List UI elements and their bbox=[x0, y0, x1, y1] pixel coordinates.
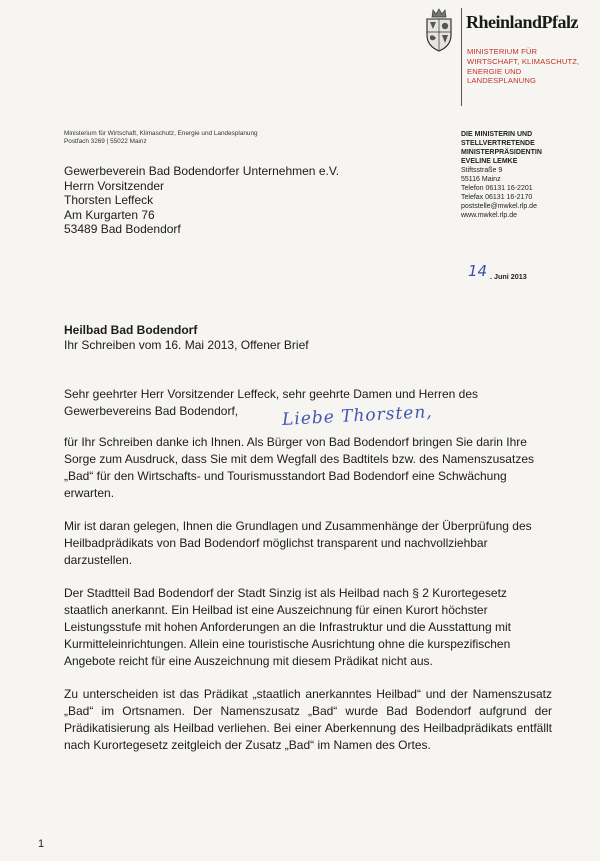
recipient-line: Thorsten Leffeck bbox=[64, 193, 154, 208]
recipient-line: 53489 Bad Bodendorf bbox=[64, 222, 181, 237]
recipient-line: Gewerbeverein Bad Bodendorfer Unternehmen e.V. bbox=[64, 164, 340, 178]
sender-name: Ministerium für Wirtschaft, Klimaschutz, Energie und Landesplanung bbox=[64, 130, 258, 137]
ministry-line: LANDESPLANUNG bbox=[467, 76, 537, 86]
body-paragraph: Zu unterscheiden ist das Prädikat „staatlich anerkanntes Heilbad“ und der Namenszusatz „Bad“ im Ortsnamen. Der Namenszusatz „Bad“ wurde Bad Bodendorf aufgrund der Prädikatisierung als Heilbad verliehen. Bei einer Aberkennung des Heilbadprädikats entfällt nach Kurortegesetz zeitgleich der Zusatz „Bad“ im Namen des Ortes. bbox=[64, 687, 552, 752]
contact-title-line: MINISTERPRÄSIDENTIN bbox=[461, 149, 542, 156]
body-paragraph: für Ihr Schreiben danke ich Ihnen. Als Bürger von Bad Bodendorf bringen Sie darin Ihre Sorge zum Ausdruck, dass Sie mit dem Wegfall des Badtitels bzw. des Namenszusatzes „Bad“ für den Wirtschafts- und Tourismusstandort Bad Bodendorf eine Schwächung erwarten. bbox=[64, 435, 534, 500]
handwritten-greeting: Liebe Thorsten, bbox=[281, 402, 434, 430]
contact-title-line: STELLVERTRETENDE bbox=[461, 140, 535, 147]
letter-subject bbox=[64, 323, 309, 352]
ministry-line: MINISTERIUM FÜR bbox=[467, 47, 538, 56]
sender-address-line bbox=[64, 130, 258, 146]
body-paragraph: Mir ist daran gelegen, Ihnen die Grundlagen und Zusammenhänge der Überprüfung des Heilbadprädikats von Bad Bodendorf möglichst transparent und nachvollziehbar darzustellen. bbox=[64, 519, 532, 567]
recipient-address bbox=[64, 164, 339, 237]
coat-of-arms-icon bbox=[424, 8, 454, 52]
subject-reference: Ihr Schreiben vom 16. Mai 2013, Offener Brief bbox=[64, 337, 309, 352]
handwritten-day: 14 bbox=[468, 262, 488, 280]
letter-body bbox=[64, 386, 552, 754]
contact-title-line: EVELINE LEMKE bbox=[461, 158, 518, 165]
contact-web: www.mwkel.rlp.de bbox=[461, 212, 518, 219]
brand-name: RheinlandPfalz bbox=[466, 12, 579, 32]
contact-city: 55116 Mainz bbox=[461, 176, 501, 183]
logo-divider bbox=[461, 8, 462, 106]
recipient-line: Herrn Vorsitzender bbox=[64, 178, 165, 193]
salutation: Sehr geehrter Herr Vorsitzender Leffeck, sehr geehrte Damen und Herren des Gewerbevereins Bad Bodendorf, bbox=[64, 387, 478, 418]
contact-street: Stiftsstraße 9 bbox=[461, 167, 503, 174]
contact-email: poststelle@mwkel.rlp.de bbox=[461, 203, 537, 210]
contact-info bbox=[461, 130, 542, 220]
subject-title: Heilbad Bad Bodendorf bbox=[64, 323, 198, 337]
ministry-line: ENERGIE UND bbox=[467, 66, 522, 76]
contact-title-line: DIE MINISTERIN UND bbox=[461, 131, 533, 138]
page-number: 1 bbox=[38, 838, 45, 850]
ministry-line: WIRTSCHAFT, KLIMASCHUTZ, bbox=[467, 56, 580, 66]
body-paragraph: Der Stadtteil Bad Bodendorf der Stadt Sinzig ist als Heilbad nach § 2 Kurortegesetz staatlich anerkannt. Ein Heilbad ist eine Auszeichnung für einen Kurort höchster Leistungsstufe mit hohen Anforderungen an die Infrastruktur und die Ausstattung mit Kurmitteleinrichtungen. Allein eine touristische Ausrichtung ohne die kurspezifischen Angebote reicht für eine Auszeichnung mit diesem Prädikat nicht aus. bbox=[64, 586, 511, 668]
ministry-name bbox=[467, 47, 597, 86]
recipient-line: Am Kurgarten 76 bbox=[64, 207, 155, 222]
sender-postbox: Postfach 3269 | 55022 Mainz bbox=[64, 138, 147, 145]
letterhead-logo bbox=[424, 6, 594, 106]
contact-phone: Telefon 06131 16-2201 bbox=[461, 185, 533, 192]
contact-fax: Telefax 06131 16-2170 bbox=[461, 194, 533, 201]
printed-date: . Juni 2013 bbox=[490, 272, 527, 281]
